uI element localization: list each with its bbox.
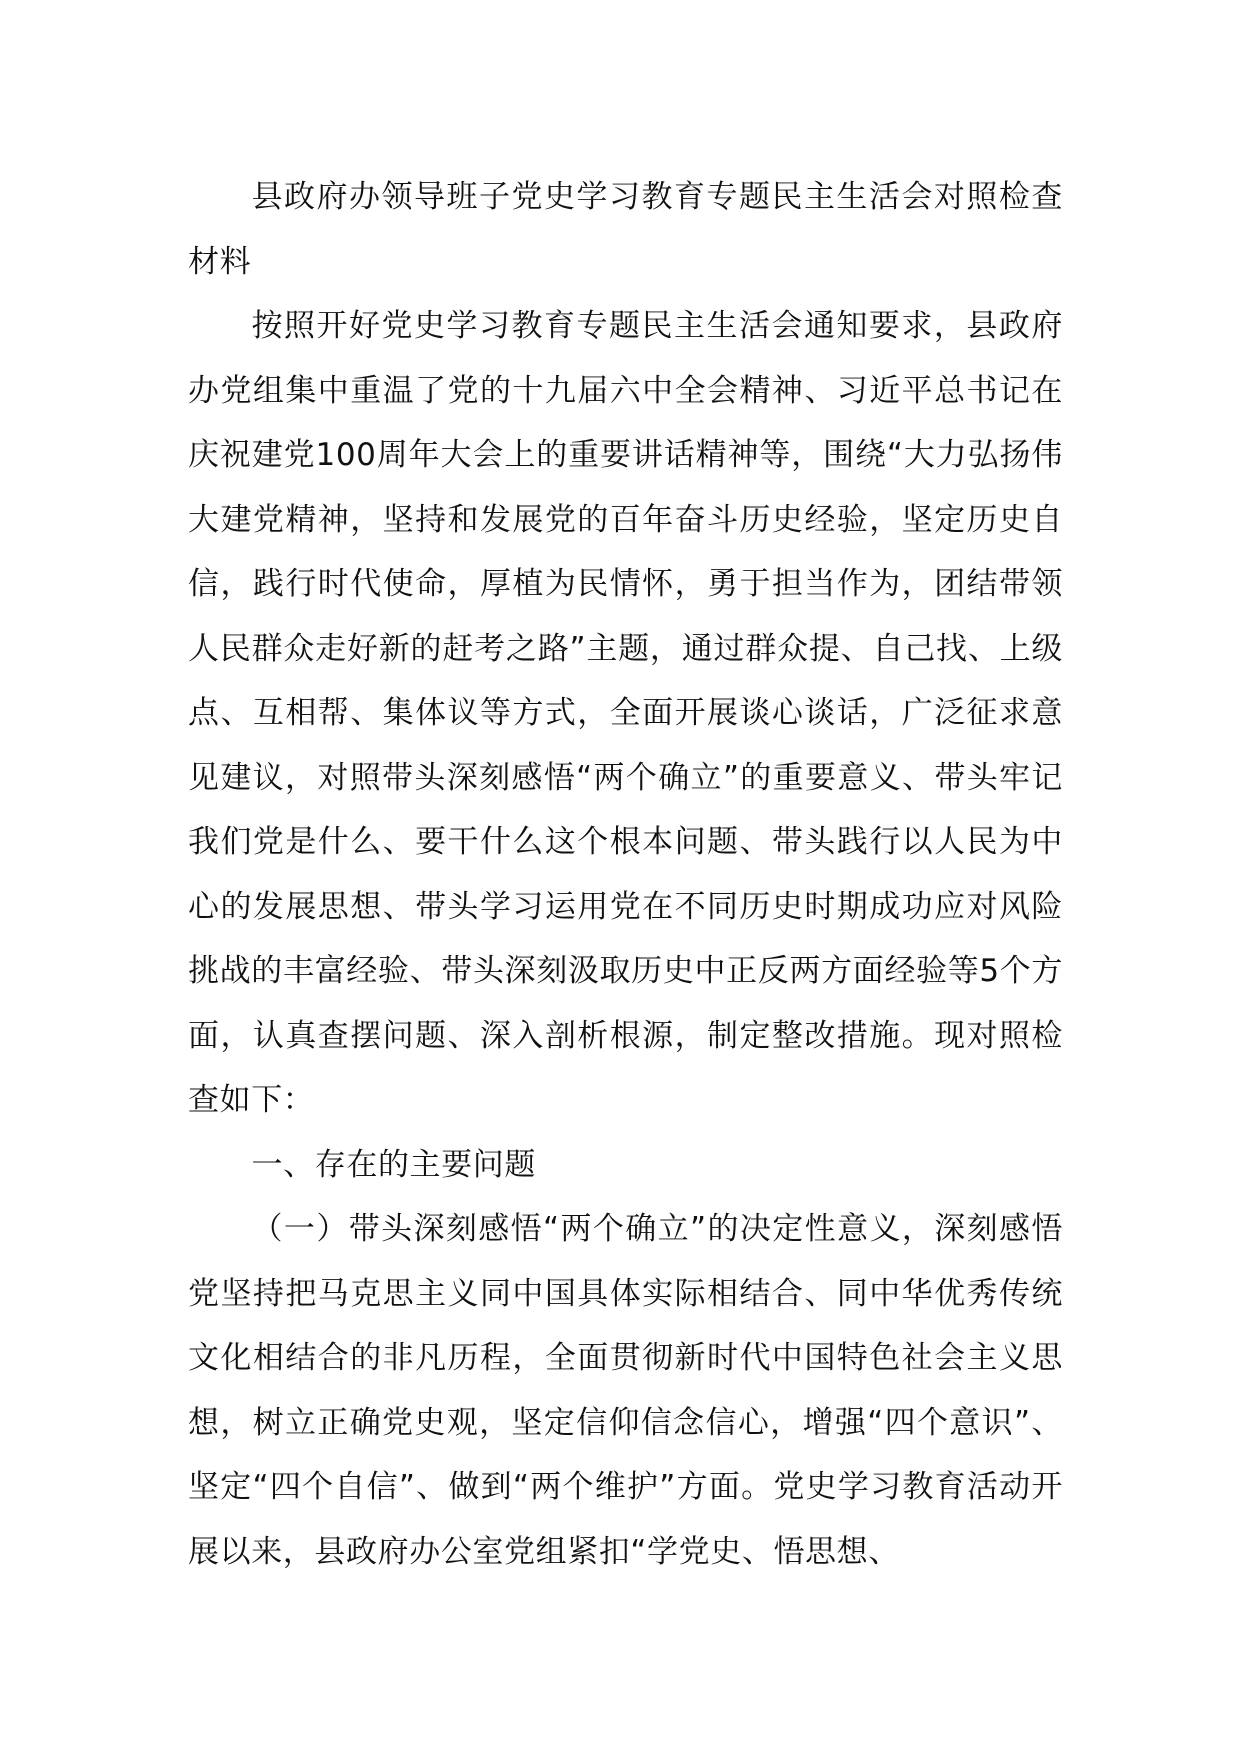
subsection-paragraph: （一）带头深刻感悟“两个确立”的决定性意义，深刻感悟党坚持把马克思主义同中国具体实际相结合、同中华优秀传统文化相结合的非凡历程，全面贯彻新时代中国特色社会主义思想，树立正确党史观，坚定信仰信念信心，增强“四个意识”、坚定“四个自信”、做到“两个维护”方面。党史学习教育活动开展以来，县政府办公室党组紧扣“学党史、悟思想、	[188, 1211, 1063, 1570]
document-body	[188, 165, 1063, 1584]
document-title: 县政府办领导班子党史学习教育专题民主生活会对照检查材料	[188, 179, 1063, 280]
intro-paragraph: 按照开好党史学习教育专题民主生活会通知要求，县政府办党组集中重温了党的十九届六中全会精神、习近平总书记在庆祝建党100周年大会上的重要讲话精神等，围绕“大力弘扬伟大建党精神，坚持和发展党的百年奋斗历史经验，坚定历史自信，践行时代使命，厚植为民情怀，勇于担当作为，团结带领人民群众走好新的赶考之路”主题，通过群众提、自己找、上级点、互相帮、集体议等方式，全面开展谈心谈话，广泛征求意见建议，对照带头深刻感悟“两个确立”的重要意义、带头牢记我们党是什么、要干什么这个根本问题、带头践行以人民为中心的发展思想、带头学习运用党在不同历史时期成功应对风险挑战的丰富经验、带头深刻汲取历史中正反两方面经验等5个方面，认真查摆问题、深入剖析根源，制定整改措施。现对照检查如下：	[188, 308, 1063, 1118]
section-heading: 一、存在的主要问题	[251, 1146, 536, 1183]
